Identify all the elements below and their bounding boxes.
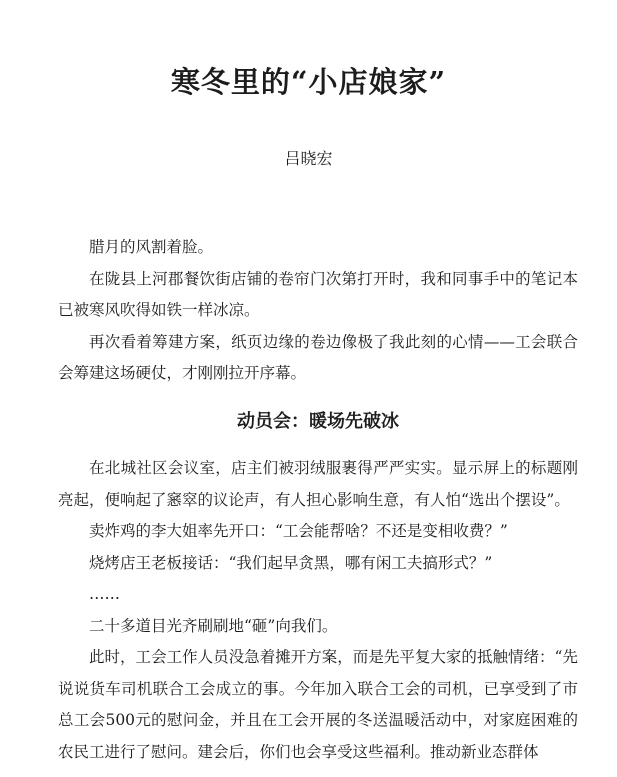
paragraph: 在北城社区会议室，店主们被羽绒服裹得严严实实。显示屏上的标题刚亮起，便响起了窸窣的议论声，有人担心影响生意，有人怕“选出个摆设”。 — [58, 459, 578, 509]
section-one — [58, 400, 578, 768]
section-heading: 动员会：暖场先破冰 — [237, 411, 399, 432]
intro-text — [58, 232, 578, 390]
author-name: 吕晓宏 — [284, 149, 333, 168]
article-title: 寒冬里的“小店娘家” — [170, 65, 447, 99]
paragraph: 腊月的风割着脸。 — [89, 238, 214, 256]
ellipsis-paragraph: …… — [89, 585, 120, 603]
paragraph: 二十多道目光齐刷刷地“砸”向我们。 — [89, 616, 338, 635]
paragraph: 在陇县上河郡餐饮街店铺的卷帘门次第打开时，我和同事手中的笔记本已被寒风吹得如铁一样冰凉。 — [58, 269, 578, 319]
paragraph: 卖炸鸡的李大姐率先开口：“工会能帮啥？不还是变相收费？” — [89, 522, 508, 540]
paragraph: 烧烤店王老板接话：“我们起早贪黑，哪有闲工夫搞形式？” — [89, 553, 493, 572]
paragraph: 此时，工会工作人员没急着摊开方案，而是先平复大家的抵触情绪：“先说说货车司机联合工会成立的事。今年加入联合工会的司机，已享受到了市总工会500元的慰问金，并且在工会开展的冬送温暖活动中，对家庭困难的农民工进行了慰问。建会后，你们也会享受这些福利。推动新业态群体 — [58, 648, 578, 761]
paragraph: 再次看着筹建方案，纸页边缘的卷边像极了我此刻的心情——工会联合会筹建这场硬仗，才刚刚拉开序幕。 — [58, 332, 578, 382]
